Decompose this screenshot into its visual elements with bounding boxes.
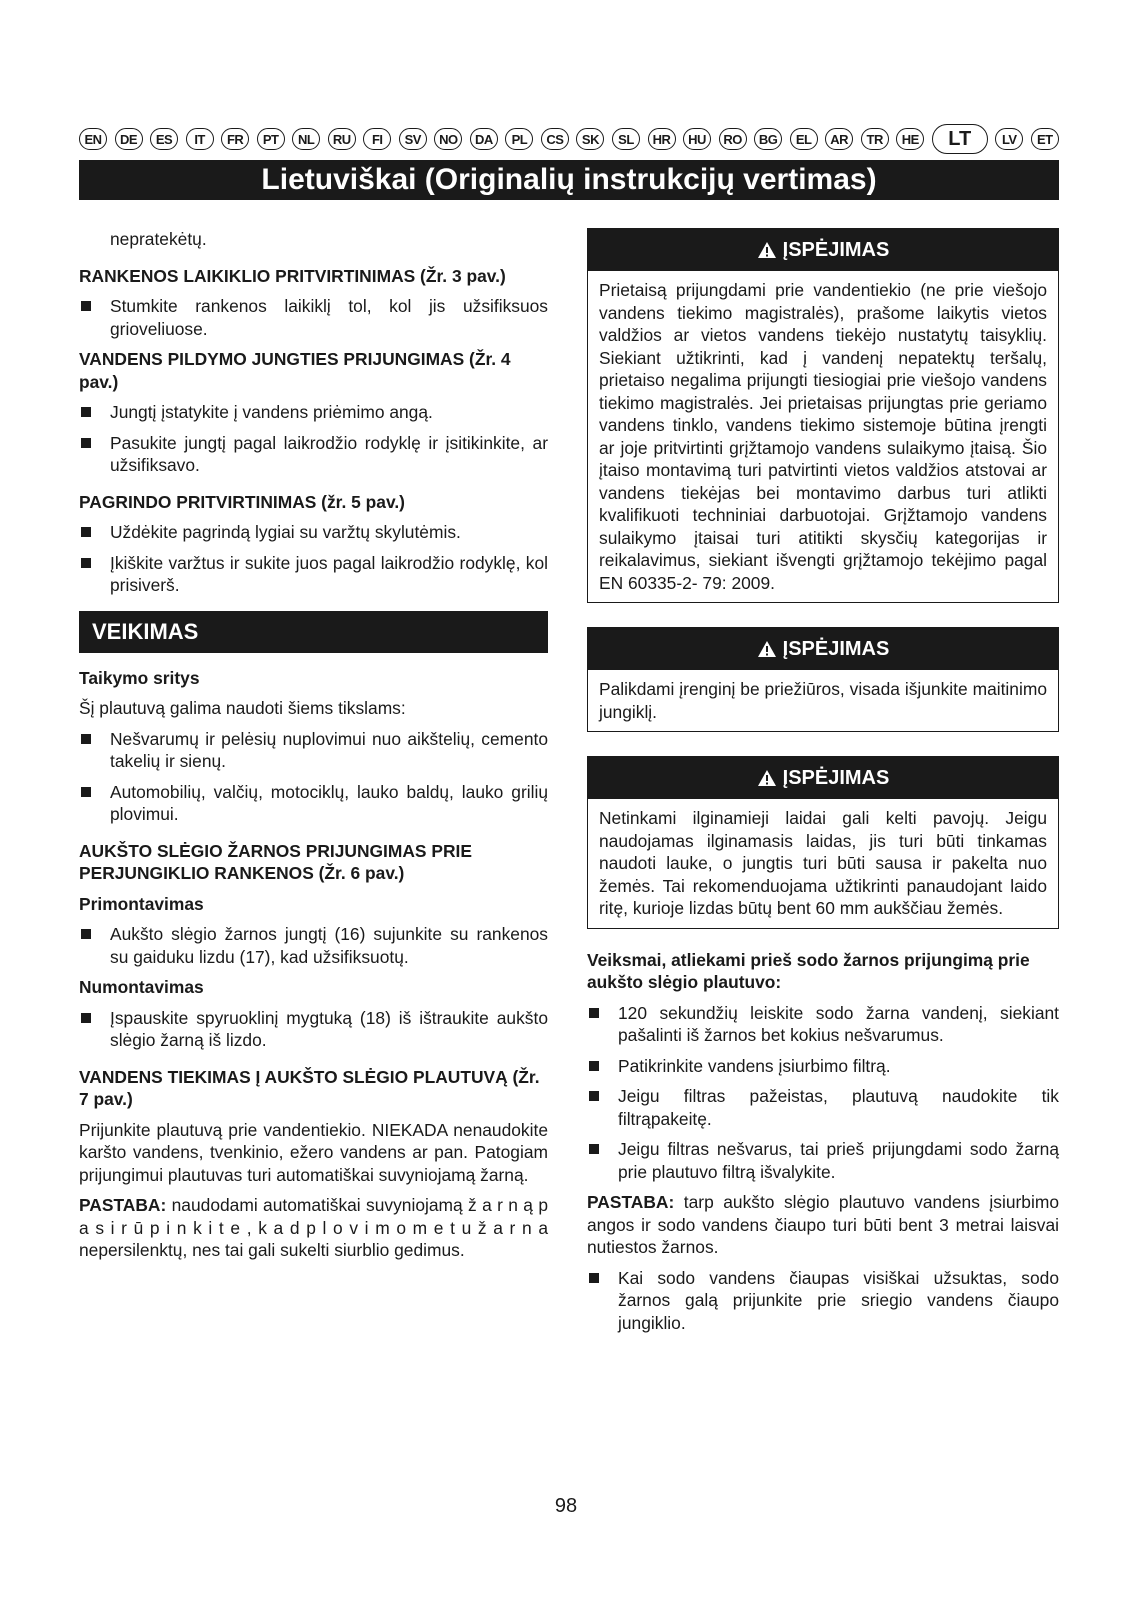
warning-title: ĮSPĖJIMAS <box>782 637 890 660</box>
garden-hose-note <box>587 1191 1059 1259</box>
language-badge-de: DE <box>115 128 143 150</box>
language-badge-hu: HU <box>683 128 711 150</box>
warning-box <box>587 228 1059 603</box>
scope-text: Šį plautuvą galima naudoti šiems tikslams: <box>79 698 406 718</box>
warning-box <box>587 756 1059 929</box>
handle-holder-list <box>79 295 548 340</box>
hose-heading: AUKŠTO SLĖGIO ŽARNOS PRIJUNGIMAS PRIE PERJUNGIKLIO RANKENOS (Žr. 6 pav.) <box>79 840 472 883</box>
language-badge-bg: BG <box>754 128 782 150</box>
warning-icon <box>757 241 777 259</box>
language-badge-pt: PT <box>257 128 285 150</box>
language-badge-ro: RO <box>719 128 747 150</box>
language-badge-hr: HR <box>648 128 676 150</box>
language-badge-lv: LV <box>995 128 1023 150</box>
language-badge-tr: TR <box>861 128 889 150</box>
list-item: Jeigu filtras pažeistas, plautuvą naudokite tik filtrąpakeitę. <box>587 1085 1059 1130</box>
water-inlet-list <box>79 401 548 477</box>
warning-icon <box>757 769 777 787</box>
warning-text: Palikdami įrenginį be priežiūros, visada išjunkite maitinimo jungiklį. <box>599 679 1047 722</box>
note-text: naudodami automatiškai suvyniojamą ž a r n ą p a s i r ū p i n k i t e , k a d p l o v i m o m e t u ž a r n a nepersilenktų, nes tai gali sukelti siurblio gedimus. <box>79 1195 548 1260</box>
garden-hose-list <box>587 1002 1059 1184</box>
warning-body <box>588 799 1058 928</box>
language-badge-nl: NL <box>292 128 320 150</box>
list-item: Patikrinkite vandens įsiurbimo filtrą. <box>587 1055 1059 1078</box>
list-item: Stumkite rankenos laikiklį tol, kol jis užsifiksuos grioveliuose. <box>79 295 548 340</box>
language-badge-it: IT <box>186 128 214 150</box>
language-badge-fr: FR <box>221 128 249 150</box>
list-item: Automobilių, valčių, motociklų, lauko baldų, lauko grilių plovimui. <box>79 781 548 826</box>
language-badge-sk: SK <box>576 128 604 150</box>
garden-hose-final-list <box>587 1267 1059 1335</box>
language-badge-el: EL <box>790 128 818 150</box>
language-badge-sv: SV <box>399 128 427 150</box>
language-bar <box>79 124 1059 154</box>
language-badge-fi: FI <box>363 128 391 150</box>
warning-title: ĮSPĖJIMAS <box>782 238 890 261</box>
list-item: Pasukite jungtį pagal laikrodžio rodyklę ir įsitikinkite, ar užsifiksavo. <box>79 432 548 477</box>
language-badge-en: EN <box>79 128 107 150</box>
note-text: tarp aukšto slėgio plautuvo vandens įsiurbimo angos ir sodo vandens čiaupo turi būti bent 3 metrai laisvai nutiestos žarnos. <box>587 1192 1059 1257</box>
list-item: 120 sekundžių leiskite sodo žarna vandenį, siekiant pašalinti iš žarnos bet kokius nešvarumus. <box>587 1002 1059 1047</box>
warning-header <box>588 628 1058 670</box>
language-badge-es: ES <box>150 128 178 150</box>
language-badge-ar: AR <box>825 128 853 150</box>
list-item: Įkiškite varžtus ir sukite juos pagal laikrodžio rodyklę, kol prisiverš. <box>79 552 548 597</box>
operation-section-title: VEIKIMAS <box>79 611 548 653</box>
warning-body <box>588 670 1058 731</box>
language-badge-sl: SL <box>612 128 640 150</box>
water-supply-note <box>79 1194 548 1262</box>
water-supply-text: Prijunkite plautuvą prie vandentiekio. NIEKADA nenaudokite karšto vandens, tvenkinio, ežero vandens ar pan. Patogiam prijungimui plautuvas turi automatiškai suvyniojamą žarną. <box>79 1119 548 1185</box>
language-badge-ru: RU <box>328 128 356 150</box>
intro-continuation: nepratekėtų. <box>110 229 207 249</box>
warnings-container <box>587 228 1059 929</box>
language-badge-et: ET <box>1031 128 1059 150</box>
dismount-list <box>79 1007 548 1052</box>
list-item: Jeigu filtras nešvarus, tai prieš prijungdami sodo žarną prie plautuvo filtrą išvalykite. <box>587 1138 1059 1183</box>
warning-body <box>588 271 1058 602</box>
list-item: Jungtį įstatykite į vandens priėmimo angą. <box>79 401 548 424</box>
list-item: Aukšto slėgio žarnos jungtį (16) sujunkite su rankenos su gaiduku lizdu (17), kad užsifiksuotų. <box>79 923 548 968</box>
water-supply-heading: VANDENS TIEKIMAS Į AUKŠTO SLĖGIO PLAUTUVĄ (Žr. 7 pav.) <box>79 1066 540 1109</box>
water-inlet-heading: VANDENS PILDYMO JUNGTIES PRIJUNGIMAS (Žr. 4 pav.) <box>79 349 511 392</box>
language-badge-da: DA <box>470 128 498 150</box>
warning-text: Netinkami ilginamieji laidai gali kelti pavojų. Jeigu naudojamas ilginamasis laidas, jis turi būti tinkamas naudoti lauke, o jungtis turi būti sausa ir pakelta nuo žemės. Tai rekomenduojama užtikrinti panaudojant laido ritę, kurioje lizdas būtų bent 60 mm aukščiau žemės. <box>599 808 1047 918</box>
mount-list <box>79 923 548 968</box>
page-number: 98 <box>554 1495 578 1517</box>
list-item: Kai sodo vandens čiaupas visiškai užsuktas, sodo žarnos galą prijunkite prie sriegio vandens čiaupo jungiklio. <box>587 1267 1059 1335</box>
scope-list <box>79 728 548 826</box>
language-badge-no: NO <box>434 128 462 150</box>
page-title: Lietuviškai (Originalių instrukcijų vertimas) <box>79 160 1059 200</box>
base-list <box>79 521 548 597</box>
dismount-heading: Numontavimas <box>79 977 204 997</box>
left-column <box>79 228 548 1270</box>
scope-heading: Taikymo sritys <box>79 667 200 688</box>
warning-header <box>588 757 1058 799</box>
note-label: PASTABA: <box>587 1192 675 1212</box>
language-badge-he: HE <box>896 128 924 150</box>
handle-holder-heading: RANKENOS LAIKIKLIO PRITVIRTINIMAS (Žr. 3 pav.) <box>79 265 506 286</box>
base-heading: PAGRINDO PRITVIRTINIMAS (žr. 5 pav.) <box>79 491 405 512</box>
warning-header <box>588 229 1058 271</box>
list-item: Nešvarumų ir pelėsių nuplovimui nuo aikštelių, cemento takelių ir sienų. <box>79 728 548 773</box>
warning-box <box>587 627 1059 732</box>
note-label: PASTABA: <box>79 1195 167 1215</box>
mount-heading: Primontavimas <box>79 893 204 914</box>
warning-text: Prietaisą prijungdami prie vandentiekio (ne prie viešojo vandens tiekimo magistralės), prašome laikytis vietos valdžios ar vietos vandens tiekėjo nustatytų taisyklių. Siekiant užtikrinti, kad į vandenį nepatektų teršalų, prietaiso negalima prijungti tiesiogiai prie viešojo vandens tiekimo magistralės. Jei prietaisas prijungtas prie geriamo vandens tinklo, vandens tiekimo sistemoje būtina įrengti ar joje pritvirtinti grįžtamojo vandens sulaikymo įtaisą. Šio įtaiso montavimą turi patvirtinti vietos valdžios atstovai ar vandens tiekėjas bei montavimo darbus turi atlikti kvalifikuoti techniniai darbuotojai. Grįžtamojo vandens sulaikymo įtaisai turi atitikti skysčių kategorijas ir reikalavimus, siekiant išvengti grįžtamojo tekėjimo pagal EN 60335-2- 79: 2009. <box>599 280 1047 593</box>
garden-hose-heading: Veiksmai, atliekami prieš sodo žarnos prijungimą prie aukšto slėgio plautuvo: <box>587 949 1030 992</box>
language-badge-pl: PL <box>505 128 533 150</box>
language-badge-lt: LT <box>932 124 988 154</box>
list-item: Įspauskite spyruoklinį mygtuką (18) iš ištraukite aukšto slėgio žarną iš lizdo. <box>79 1007 548 1052</box>
warning-icon <box>757 640 777 658</box>
warning-title: ĮSPĖJIMAS <box>782 766 890 789</box>
language-badge-cs: CS <box>541 128 569 150</box>
list-item: Uždėkite pagrindą lygiai su varžtų skylutėmis. <box>79 521 548 544</box>
right-column <box>587 228 1059 1342</box>
